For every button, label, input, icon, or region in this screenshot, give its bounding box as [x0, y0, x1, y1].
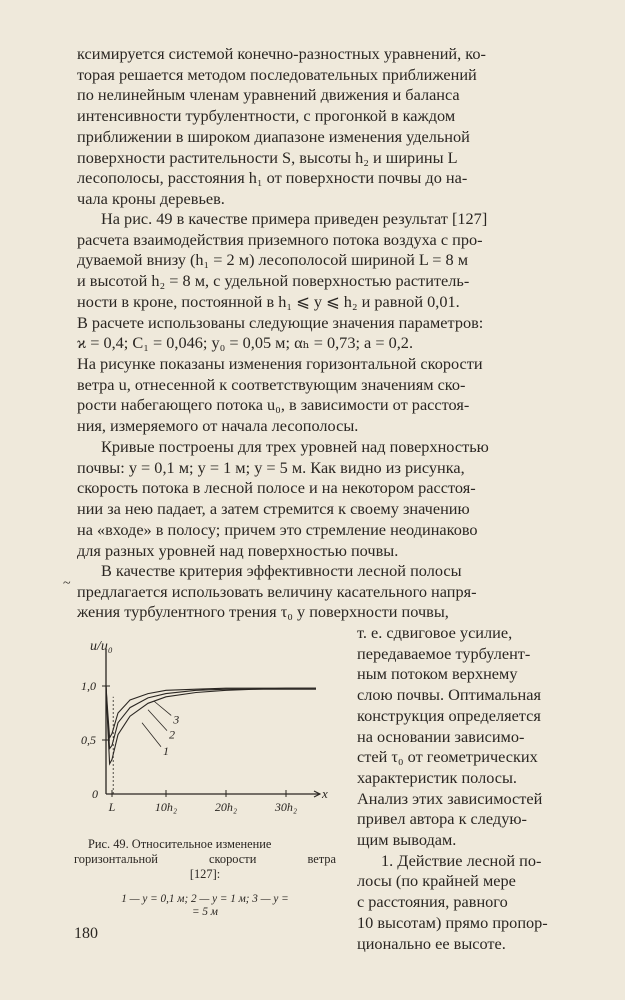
figure-49-chart [70, 632, 350, 837]
legend-line: 1 — y = 0,1 м; 2 — y = 1 м; 3 — y = [121, 893, 289, 905]
x-tick-label: 30h₂ [274, 800, 298, 814]
curve-label-3: 3 [173, 712, 180, 727]
y-axis-label: u/u₀ [90, 639, 113, 654]
caption-line: горизонтальной скорости ветра [74, 852, 336, 866]
text-line: В расчете использованы следующие значения параметров: [77, 312, 484, 332]
text-line: дуваемой внизу (h₁ = 2 м) лесополосой шириной L = 8 м [77, 250, 469, 270]
y-tick-label: 0,5 [81, 733, 96, 747]
text-line: 10 высотам) прямо пропор- [357, 912, 548, 932]
text-line: ϰ = 0,4; C₁ = 0,046; y₀ = 0,05 м; αₕ = 0,73; a = 0,2. [77, 333, 414, 353]
text-line: на основании зависимо- [357, 726, 525, 746]
text-line: слою почвы. Оптимальная [357, 685, 541, 705]
x-axis-label: x [322, 786, 328, 801]
text-line: интенсивности турбулентности, с прогонкой в каждом [77, 106, 456, 126]
paragraph-wrap [357, 623, 595, 954]
text-line: с расстояния, равного [357, 892, 508, 912]
curve-leader [142, 723, 161, 747]
text-line: передаваемое турбулент- [357, 643, 531, 663]
paragraph-2 [77, 209, 589, 437]
text-line: характеристик полосы. [357, 767, 517, 787]
text-line: ционально ее высоте. [357, 933, 506, 953]
text-line: предлагается использовать величину касательного напря- [77, 581, 477, 601]
text-line: скорость потока в лесной полосе и на некотором расстоя- [77, 478, 476, 498]
text-line: ным потоком верхнему [357, 664, 518, 684]
curve-2 [106, 686, 316, 749]
text-line: Анализ этих зависимостей [357, 788, 543, 808]
text-line: На рис. 49 в качестве примера приведен результат [127] [101, 209, 488, 228]
x-tick-label: 20h₂ [214, 800, 238, 814]
text-line: стей τ₀ от геометрических [357, 747, 538, 767]
curve-label-1: 1 [163, 743, 169, 758]
text-line: расчета взаимодействия приземного потока воздуха с про- [77, 229, 483, 249]
caption-line: [127]: [189, 867, 221, 881]
legend-line: = 5 м [192, 906, 218, 918]
text-line: рости набегающего потока u₀, в зависимости от расстоя- [77, 395, 470, 415]
text-line: ксимируется системой конечно-разностных уравнений, ко- [77, 44, 486, 63]
chart-axes [102, 650, 320, 797]
y-tick-label: 0 [92, 787, 98, 801]
text-line: и высотой h₂ = 8 м, с удельной поверхностью раститель- [77, 271, 470, 291]
text-line: ности в кроне, постоянной в h₁ ⩽ y ⩽ h₂ и равной 0,01. [77, 291, 460, 311]
text-line: ветра u, отнесенной к соответствующим значениям ско- [77, 374, 466, 394]
text-line: 1. Действие лесной по- [381, 850, 542, 870]
text-line: нии за нею падает, а затем стремится к своему значению [77, 499, 470, 519]
text-line: В качестве критерия эффективности лесной полосы [101, 561, 462, 580]
text-line: конструкция определяется [357, 705, 541, 725]
chart-labels [81, 639, 328, 814]
text-line: ния, измеряемого от начала лесополосы. [77, 416, 359, 436]
figure-caption [74, 837, 336, 882]
text-line: по нелинейным членам уравнений движения и баланса [77, 85, 460, 105]
margin-mark: ~ [63, 576, 71, 591]
paragraph-1 [77, 44, 589, 210]
paragraph-4 [77, 561, 589, 623]
chart-curves [106, 686, 316, 764]
x-tick-label: L [108, 800, 116, 814]
curve-3 [106, 686, 316, 738]
text-line: привел автора к следую- [357, 809, 527, 829]
curve-leader [148, 710, 167, 731]
curve-leader [154, 701, 171, 715]
x-tick-label: 10h₂ [154, 800, 178, 814]
y-tick-label: 1,0 [81, 679, 96, 693]
text-line: почвы: y = 0,1 м; y = 1 м; y = 5 м. Как видно из рисунка, [77, 457, 465, 477]
text-line: для разных уровней над поверхностью почвы. [77, 540, 399, 560]
text-line: торая решается методом последовательных приближений [77, 64, 477, 84]
text-line: лесополосы, расстояния h₁ от поверхности почвы до на- [77, 168, 468, 188]
figure-legend [74, 893, 336, 919]
caption-line: Рис. 49. Относительное изменение [88, 837, 272, 851]
page-number: 180 [74, 925, 98, 942]
text-line: поверхности растительности S, высоты h₂ и ширины L [77, 147, 458, 167]
text-line: лосы (по крайней мере [357, 871, 516, 891]
curve-label-2: 2 [169, 727, 175, 742]
text-line: На рисунке показаны изменения горизонтальной скорости [77, 353, 483, 373]
text-line: на «входе» в полосу; причем это стремление неодинаково [77, 519, 478, 539]
text-line: Кривые построены для трех уровней над поверхностью [101, 437, 489, 456]
paragraph-3 [77, 437, 589, 561]
text-line: жения турбулентного трения τ₀ у поверхности почвы, [77, 602, 449, 622]
text-line: щим выводам. [357, 830, 457, 850]
text-line: приближении в широком диапазоне изменения удельной [77, 126, 470, 146]
text-line: т. е. сдвиговое усилие, [357, 623, 513, 642]
text-line: чала кроны деревьев. [77, 188, 225, 208]
